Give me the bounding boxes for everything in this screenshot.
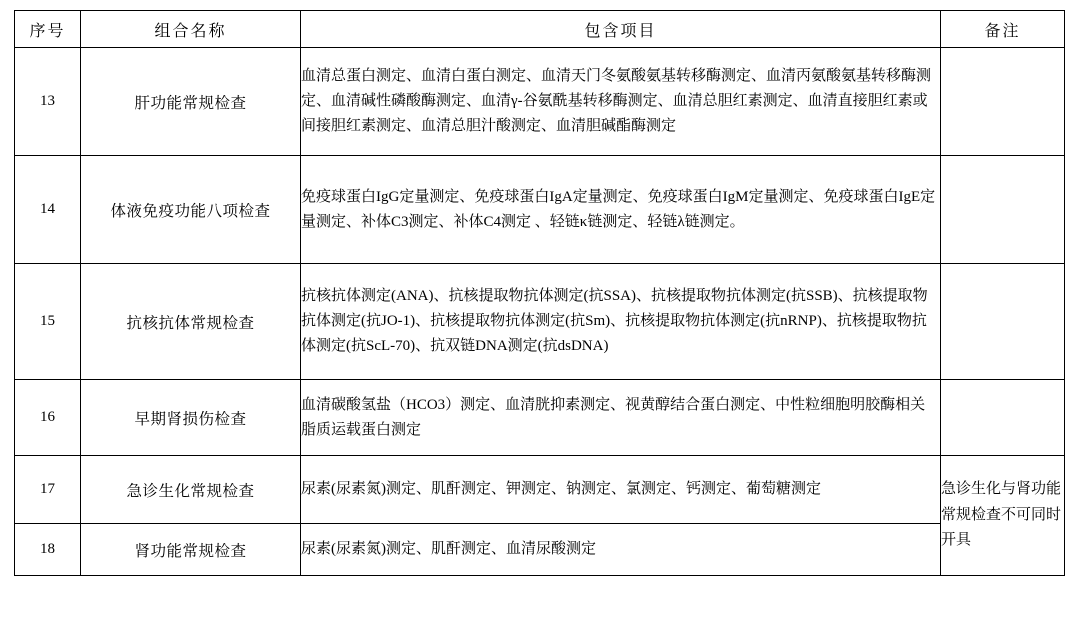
cell-remark [941,48,1065,156]
cell-seq: 13 [15,48,81,156]
cell-remark [941,264,1065,380]
column-header-name: 组合名称 [81,11,301,48]
cell-remark [941,156,1065,264]
cell-items: 血清碳酸氢盐（HCO3）测定、血清胱抑素测定、视黄醇结合蛋白测定、中性粒细胞明胶酶相关脂质运载蛋白测定 [301,380,941,456]
cell-items: 抗核抗体测定(ANA)、抗核提取物抗体测定(抗SSA)、抗核提取物抗体测定(抗SSB)、抗核提取物抗体测定(抗JO-1)、抗核提取物抗体测定(抗Sm)、抗核提取物抗体测定(抗nRNP)、抗核提取物抗体测定(抗ScL-70)、抗双链DNA测定(抗dsDNA) [301,264,941,380]
table-header [15,11,1065,48]
table-row [15,156,1065,264]
cell-name: 早期肾损伤检查 [81,380,301,456]
combination-items-table [14,10,1065,576]
table-row [15,524,1065,576]
cell-seq: 16 [15,380,81,456]
cell-remark-merged: 急诊生化与肾功能常规检查不可同时开具 [941,456,1065,576]
table-row [15,380,1065,456]
cell-name: 急诊生化常规检查 [81,456,301,524]
table-body [15,48,1065,576]
cell-name: 肝功能常规检查 [81,48,301,156]
table-row [15,456,1065,524]
cell-items: 尿素(尿素氮)测定、肌酐测定、钾测定、钠测定、氯测定、钙测定、葡萄糖测定 [301,456,941,524]
table-row [15,264,1065,380]
cell-name: 体液免疫功能八项检查 [81,156,301,264]
column-header-items: 包含项目 [301,11,941,48]
table-row [15,48,1065,156]
cell-name: 抗核抗体常规检查 [81,264,301,380]
column-header-remark: 备注 [941,11,1065,48]
cell-items: 血清总蛋白测定、血清白蛋白测定、血清天门冬氨酸氨基转移酶测定、血清丙氨酸氨基转移酶测定、血清碱性磷酸酶测定、血清γ-谷氨酰基转移酶测定、血清总胆红素测定、血清直接胆红素或间接胆红素测定、血清总胆汁酸测定、血清胆碱酯酶测定 [301,48,941,156]
cell-seq: 18 [15,524,81,576]
cell-seq: 14 [15,156,81,264]
column-header-seq: 序号 [15,11,81,48]
cell-seq: 15 [15,264,81,380]
cell-seq: 17 [15,456,81,524]
cell-remark [941,380,1065,456]
cell-items: 免疫球蛋白IgG定量测定、免疫球蛋白IgA定量测定、免疫球蛋白IgM定量测定、免疫球蛋白IgE定量测定、补体C3测定、补体C4测定 、轻链κ链测定、轻链λ链测定。 [301,156,941,264]
cell-name: 肾功能常规检查 [81,524,301,576]
cell-items: 尿素(尿素氮)测定、肌酐测定、血清尿酸测定 [301,524,941,576]
table-header-row [15,11,1065,48]
